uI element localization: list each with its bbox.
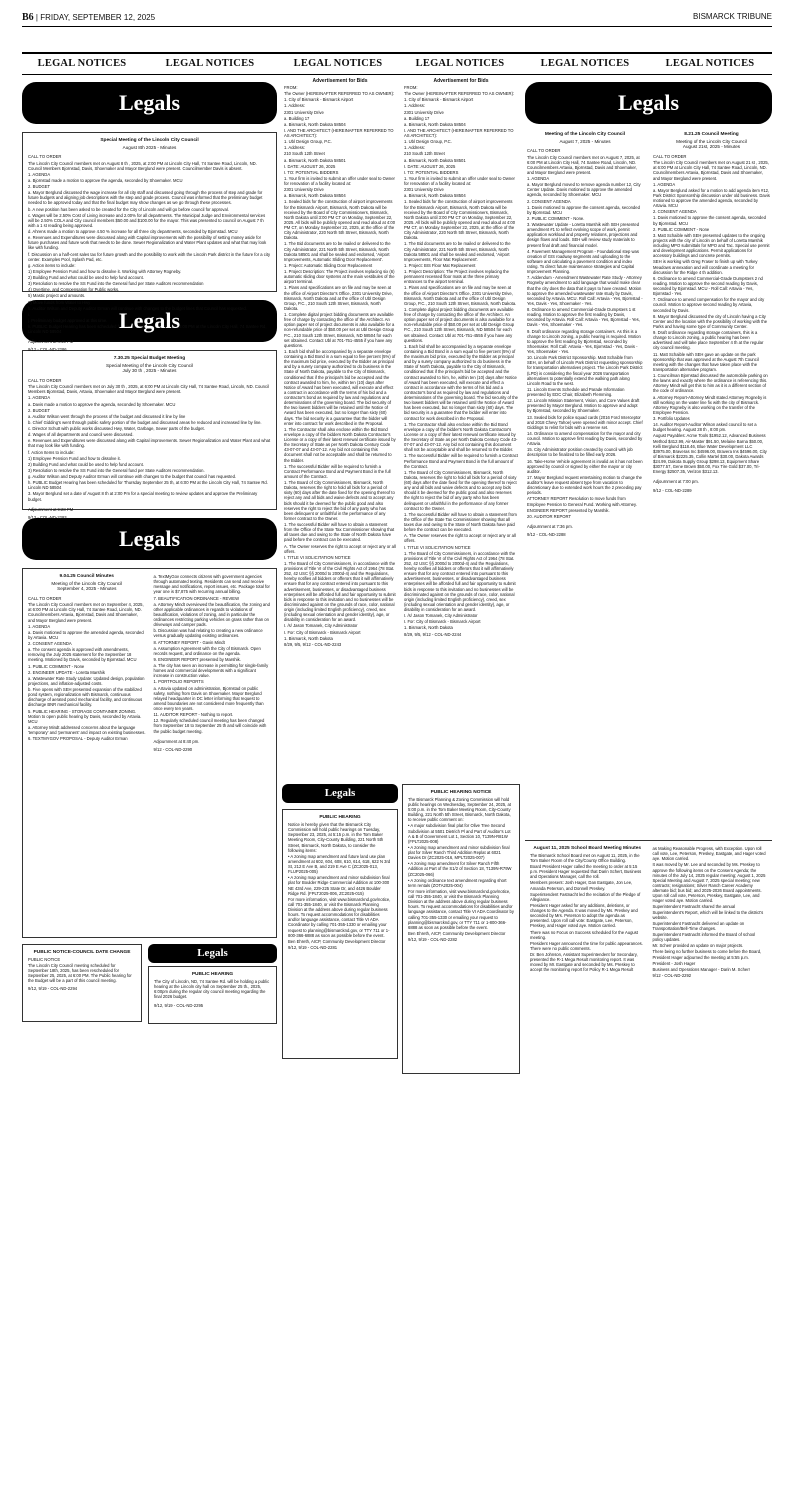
list-item: 2. PUBLIC COMMENT - None (653, 226, 710, 232)
list-item: a. Auditor Wilson went through the process of the budget and discussed it line by line (28, 413, 186, 419)
notice-public-hearing-lincoln (148, 966, 277, 1024)
list-item: 9/12, 9/19 - COL-ND-2281 (288, 944, 338, 950)
column-heading: LEGAL NOTICES (665, 58, 755, 69)
notice-council-minutes-aug7 (525, 132, 645, 832)
list-item: 1. Project Description: The Project involves replacing the permanent recessed floor mats at the three primary entrances to the airport terminal. (404, 269, 509, 285)
adjournment: Adjournment at 7:00 pm. (653, 479, 699, 485)
notice-items (530, 864, 645, 973)
list-item: 1. The Contractor shall also enclose within the Bid Bond envelope a copy of the bidder's North Dakota Contractor's License or a copy of their latest renewal certificate issued by the Secretary of State as per North Dakota Century Code 43-07-07 and 43-07-12. Any bid not containing this document shall not be acceptable and shall be returned to the Bidder. (404, 421, 518, 453)
list-item: d. Wages of all departments and council were discussed. (28, 432, 134, 438)
list-item: SEH is working with Greg Fraser to finish up with Turkey Meadows annexation and will coordinate a meeting for discussion for the Ridge 4 th addition. (653, 259, 758, 275)
list-item: 3. Matt Schaible with SEH presented updates to the ongoing projects with the city of Lincoln on behalf of Loretta Marshik including MPO submittals for MPO and Tac. Special use permit and development applications. Permit applications for accessory buildings and concrete permits. (653, 232, 770, 259)
list-item: 1. Sealed bids for the construction of airport improvements for the Bismarck Airport, Bismarck, North Dakota will be received by the Board of City Commissioners, Bismarck, North Dakota until 3:00 PM CT on Monday, September 22, 2025. All bids will be publicly opened and read aloud at 4:00 PM CT, on Monday September 22, 2025, at the office of the City Administrator, 220 North 5th Street, Bismarck, North Dakota. (404, 199, 516, 241)
list-item: a. Building 17 (404, 115, 430, 121)
list-item: Superintendent Fastnacht informed the Board of school policy updates. (652, 932, 756, 943)
list-item: Board President Hager called the meeting to order at 5:15 p.m. President Hager requested that Darin Schert, Business and Operations Manager, call the roll. (530, 864, 642, 880)
list-item: 12. Lincoln Mission Statement, Vision, and Core Values draft presented by Mayor Berglund. Motion to approve and adopt by Bjornstad, seconded by Shoemaker. (527, 398, 640, 414)
notice-subtitle: Meeting of the Lincoln City Council (51, 580, 123, 586)
notice-title: PUBLIC HEARING NOTICE (430, 790, 492, 795)
list-item: 210 South 12th Street (404, 151, 445, 157)
list-item: 14. Ordinance to amend compensation for the mayor and city council. Motion to approve first reading by Davis, seconded by Artavia. (527, 430, 643, 447)
list-item: 2301 University Drive (404, 109, 444, 115)
notice-body: The Lincoln City Council members met on August 7, 2025, at 6:00 PM at Lincoln City Hall, 74 Santee Road, Lincoln, ND. Councilmembers Artavia, Bjornstad, Davis and Shoemaker, and Mayor Berglund were present. (527, 154, 640, 175)
list-item: 8/29, 9/5, 9/12 - COL-ND-2244 (404, 631, 462, 637)
notice-council-minutes-sep4 (22, 568, 277, 938)
list-item: a. Attorney Mindt overviewed the beautification, the zoning and other applicable ordinances in regards to violations of beautification, violations of zoning, and in particular the ordinances restricting parking vehicles on grass rather than on driveways and camper pads. (153, 601, 270, 628)
list-item: 6) Move funds from Water to Hwy (28, 299, 91, 305)
notice-items (28, 172, 271, 268)
list-item: 1. Complete digital project bidding documents are available free of charge by contacting the office of the Architect. An option paper set of project documents is also available for a non-refundable price of $50.00 per set at Ubl Design Group P.C., 210 South 12th Street, Bismarck, ND 58504 for each set obtained. Contact Ubl at 701-751-4555 if you have any questions. (284, 312, 395, 348)
list-item: 1. Plans and specifications are on file and may be seen at the office of Airport Director's Office, 2301 University Drive, Bismarck, North Dakota and at the office of Ubl Design Group, P.C., 210 South 12th Street, Bismarck, North Dakota. (404, 285, 517, 306)
list-item: Business and Operations Manager - Darin M. Scherr (652, 966, 751, 972)
call-to-order: CALL TO ORDER (653, 154, 687, 160)
legals-banner: Legals (22, 82, 277, 124)
list-item: a. Attorney Mindt addressed concerns about the language 'temporary' and 'permanent' and impact on existing businesses. (28, 724, 146, 736)
list-item: a. The consent agenda is approved with amendments, removing the July 2025 statement for the September 18 meeting. Motioned by Davis, seconded by Bjornstad. MCU (28, 647, 137, 663)
notice-title: August 11, 2025 School Board Meeting Minutes (533, 846, 642, 851)
list-item: 1. Address: (404, 145, 425, 151)
page-header (22, 12, 772, 23)
list-item: FROM: (284, 85, 298, 91)
notice-school-board-minutes (525, 840, 772, 1140)
list-item: 1. Address: (284, 103, 305, 109)
list-item: a. Bjornstad made a motion to approve the agenda, seconded by Shoemaker. MCU (28, 177, 183, 183)
notice-code: 9/12 - COL-ND-2293 (28, 514, 67, 520)
list-item: 1. City of Bismarck - Bismarck Airport (404, 97, 474, 103)
public-hearing-lincoln-wrapper (148, 944, 277, 1024)
list-item: 8. Ordinance to amend Commercial-Grade Dumpsters 1 st reading. Motion to approve the first reading by Davis, seconded by Artavia. Roll Call: Artavia - Yes, Bjornstad - Yes, Davis - Yes, Shoemaker - Yes. (527, 307, 640, 328)
list-item: 1. Sealed bids for the construction of airport improvements for the Bismarck Airport, Bismarck, North Dakota will be received by the Board of City Commissioners, Bismarck, North Dakota until 3:00 PM CT on Monday, September 22, 2025. All bids will be publicly opened and read aloud at 4:00 PM CT, on Monday September 22, 2025, at the office of the City Administrator, 220 North 5th Street, Bismarck, North Dakota. (284, 199, 396, 241)
list-item: • A zoning map amendment and minor subdivision final plat for Boulder Ridge Commercial Addition at 100-300 NE 43rd Ave, 229-225 State Dr, and 4426 Boulder Ridge Rd. (FPLT2025-006, ZC2025-015) (288, 875, 390, 896)
list-item: 1. The Bid documents are to be mailed or delivered to the City Administrator, 221 North 5th Street, Bismarck, North Dakota 58501 and shall be sealed and endorsed, 'Airport Improvements, Automatic Sliding Door Replacement'. (284, 241, 391, 262)
list-item: I. DATE: AUGUST 26, 2025 (404, 163, 456, 169)
list-item: 8. ATTORNEY REPORT - Gavin Mindt (153, 639, 225, 645)
list-item: 1. Your firm is invited to submit an offer under seal to Owner for renovation of a facility located at: (284, 175, 395, 187)
notice-heading: PUBLIC NOTICE (28, 956, 61, 962)
list-item: f. Action Items to include: (28, 449, 75, 455)
notice-code: 9/12, 9/19 - COL-ND-2295 (154, 1002, 204, 1008)
list-item: 1. PUBLIC COMMENT - None (28, 663, 85, 669)
notice-body: The Lincoln City Council meeting scheduled for September 18th, 2025, has been rescheduled for September 25, 2025, at 6:00 PM. The Public hearing for the Budget will be a part of this council meeting. (28, 962, 132, 984)
list-item: b. Discussion was had relating to creating a new ordinance versus gradually updating existing ordinances. (153, 628, 263, 639)
notice-body: The Bismarck Planning & Zoning Commission will hold public hearings on Wednesday, September 24, 2025, at 5:00 p.m. in the Tom Baker Meeting Room, City-County Building, 221 North 5th Street, Bismarck, North Dakota, to receive public comment on: (408, 796, 511, 823)
notice-public-hearing-planning-zoning (402, 784, 520, 1074)
list-item: a. Bismarck, North Dakota 58504 (284, 121, 346, 127)
section-rule-bottom (22, 74, 772, 75)
page-number: B6 (22, 12, 34, 23)
notice-items (288, 854, 392, 950)
list-item: • A major subdivision final plat for Olive Tree Second Subdivision at 5501 Dietrich Pl and Part of Auditor's Lot A & B of Government Lot 1, Section 10, T139N-R81W (FPLT2025-008) (408, 823, 511, 844)
list-item: a. Mayor Berglund asked for a motion to add agenda item #12, Park District Sponsorship discussion under old business. Davis motioned to approve the amended agenda, seconded by Artavia. MCU (653, 187, 770, 209)
list-item: a. Mayor Berglund discussed the wage increase for all city staff and discussed going through the process of step and grade for future budgets and aligning job descriptions with the step and grade process. Council was informed that the preliminary budget needed to be approved today and that the final budget may show changes as we go through these processes. (28, 190, 263, 206)
call-to-order: CALL TO ORDER (28, 596, 62, 602)
notice-subtitle-2: August 21st, 2025 - Minutes (682, 144, 741, 150)
notice-special-budget-meeting (22, 350, 277, 520)
list-item: c. Director Schutt with public works discussed Hwy, Water, Garbage, Sewer parts of the budget. (28, 426, 205, 432)
list-item: 1. Davis motioned to approve the consent agenda, seconded by Bjornstad. MCU (527, 204, 640, 215)
list-item: FROM: (404, 85, 418, 91)
list-item: 12. Regularly scheduled council meeting has been changed from September 18 to September 25 th and will coincide with the public budget meeting. (153, 718, 267, 734)
list-item: a. Bismarck, North Dakota 58504 (404, 121, 466, 127)
notice-items (653, 182, 770, 475)
list-item: 1. The successful Bidder will have to obtain a statement from the Office of the State Tax Commissioner showing that all taxes due and owing to the State of North Dakota have paid before the contract can be executed. (284, 522, 395, 543)
list-item: as Making Reasonable Progress, with Exception. Upon roll call vote, Lee, Peterson, Preskey, Eastgate, and Hager voted aye. Motion carried. (652, 846, 766, 862)
adjournment: Adjournment at 4:45 PM (28, 339, 74, 345)
list-item: 4) Overtime, and Compensation for Public works. (28, 287, 120, 293)
list-item: a. Bismarck, North Dakota 58501 (284, 157, 346, 163)
advertisement-for-bids-sliding-door (282, 78, 398, 778)
notice-council-meeting-aug21 (651, 132, 772, 832)
list-item: a. Bismarck, North Dakota 58501 (404, 157, 466, 163)
list-item: 1. The Board of City Commissioners, in accordance with the provisions of Title VI of the Civil Rights Act of 1964 (78 Stat. 252, 42 USC §§ 2000d to 2000d-4) and the Regulations, hereby notifies all bidders or offerors that it will affirmatively ensure that for any contract entered into pursuant to this advertisement, businesses, or disadvantaged business enterprises will be afforded full and fair opportunity to submit bids in response to this invitation and no businesses will be discriminated against on the grounds of race, color, national origin (including limited English proficiency), creed, sex (including sexual orientation and gender identity), age, or disability in consideration for an award. (404, 550, 516, 613)
list-item: b. A new position has been asked to be created for the City of Lincoln and will go before council for approval. (28, 206, 229, 212)
list-item: President Hager announced the time for public appearances. There were no public comments. (530, 940, 643, 951)
list-item: e. Revenues and Expenditures were discussed along with Capital improvements with the possibility of setting money aside for future purchases and future work that needs to be done. Sewer Regionalization and Water Plant updates and what that may look like with funding. (28, 235, 267, 251)
list-item: a. Mayor Berglund moved to remove agenda number 12, City Center Update. Davis motioned to approve the amended agenda, seconded by Shoemaker. MCU (527, 182, 641, 198)
list-item: a. The city has seen an increase in permitting for single-family homes and commercial developments with a significant increase in construction value. (153, 663, 269, 679)
list-item: 1. PORTFOLIO REPORTS (153, 679, 204, 685)
list-item: 20. AUDITOR REPORT (527, 513, 572, 519)
list-item: 16. Take-Home Vehicle agreement is invalid as it has not been approved by council or signed by either the mayor or city auditor. (527, 458, 643, 474)
list-item: h. Auditor Wilson and Deputy Auditor Erman will continue with changes to the budget lines that Council has requested. (28, 305, 247, 311)
legals-banner: Legals (22, 518, 277, 560)
notice-body: The Lincoln City Council members met on July 30 th , 2025, at 6:00 PM at Lincoln City Hall, 74 Santee Road, Lincoln, ND. Council Members Bjornstad, Davis, Artavia, Shoemaker and Mayor Berglund were present. (28, 384, 269, 395)
list-item: A. The Owner reserves the right to accept or reject any or all offers. (284, 543, 396, 554)
list-item: 1. Each bid shall be accompanied by a separate envelope containing a Bid Bond in a sum equal to five percent (5%) of the maximum bid price, executed by the Bidder as principal and by a surety company authorized to do business in the State of North Dakota, payable to the City of Bismarck, conditioned that if the principal's bid be accepted and the contract awarded to him, he, within ten (10) days after Notice of Award has been executed, will execute and effect a contract in accordance with the terms of his bid and a contractor's bond as required by law and regulations and determinations of the governing board. The bid security of the two lowest bidders will be retained until the Notice of Award has been executed, but no longer than sixty (60) days. The bid security is a guarantee that the bidder will enter into contract for work described in the Proposal. (404, 343, 518, 421)
list-item: 2. CONSENT AGENDA (527, 198, 571, 204)
section-rule-top (22, 52, 772, 54)
column-heading: LEGAL NOTICES (540, 58, 630, 69)
list-item: 2301 University Drive (404, 187, 444, 193)
adjournment: Adjournment at 9:28 PM (28, 506, 74, 512)
notice-public-hearing-bismarck (282, 809, 398, 1059)
notice-subtitle: Special Meeting of the Lincoln City Council (105, 362, 194, 368)
notice-code: 9/12 - COL-ND-2288 (527, 532, 566, 538)
list-item: For more information, visit www.bismarcknd.gov/notice, call 701-355-1840, or visit the Bismarck Planning Division at the address above during regular business hours. To request accommodations for disabilities and/or language assistance, contact Title VI ADA Coordinator by calling 701-355-1330 or emailing your request to planning@bismarcknd.gov, or TTY 711 or 1-800-366-6888 as soon as possible before the event. (408, 888, 514, 930)
list-item: 2. BUDGET (28, 184, 51, 190)
list-item: 17. Mayor Berglund request entertaining motion to change the auditor's leave request absent type from vacation to discretionary due to extended work hours the 2 preceding pay periods. (527, 474, 642, 496)
list-item: There was no Focus on Success scheduled for the August meeting. (530, 929, 639, 940)
list-item: I. TITLE VI SOLICITATION NOTICE (404, 544, 471, 550)
page-date: | FRIDAY, SEPTEMBER 12, 2025 (35, 13, 156, 22)
list-item: Superintendent Fastnacht led the recitation of the Pledge of Allegiance. (530, 891, 641, 902)
list-item: 2. ENGINEER UPDATE - Loretta Marshik (28, 669, 105, 675)
list-item: 15. City Administrator position created by council with job description to be finalized to be filled early 2026. (527, 447, 633, 458)
list-item: Members present: Josh Hager, Dan Eastgate, Jon Lee, Amanda Peterson, and Donnell Preskey. (530, 880, 633, 891)
list-item: I. /s/ Jason Tomanek, City Administrator (284, 623, 358, 629)
list-item: 2. PUBLIC COMMENT - None. (527, 215, 585, 221)
list-item: • A zoning map amendment and minor subdivision final plat for Silver Ranch Third Addition Replat at 6021 Davies Dr (ZC2025-016, MPLT2025-007) (408, 844, 510, 861)
list-item: 1. Address: (284, 145, 305, 151)
list-item: 210 South 12th Street (284, 151, 325, 157)
list-item: 1. Each bid shall be accompanied by a separate envelope containing a Bid Bond in a sum equal to five percent (5%) of the maximum bid price, executed by the Bidder as principal and by a surety company authorized to do business in the State of North Dakota, payable to the City of Bismarck, conditioned that if the principal's bid be accepted and the contract awarded to him, he, within ten (10) days after Notice of Award has been executed, will execute and effect a contract in accordance with the terms of his bid and a contractor's bond as required by law and regulations and determinations of the governing board. The bid security of the two lowest bidders will be retained until the Notice of Award has been executed, but no longer than sixty (60) days. The bid security is a guarantee that the bidder will enter into contract for work described in the Proposal. (284, 348, 396, 426)
list-item: 2301 University Drive (284, 109, 324, 115)
list-item: 1. The Board of City Commissioners, Bismarck, North Dakota, reserves the right to hold all bids for a period of sixty (60) days after the date fixed for the opening thereof to reject any and all bids and waive defects and to accept any bids should it be deemed for the public good and also reserves the right to reject the bid of any party who has been delinquent or unfaithful in the performance of any former contract to the Owner. (404, 469, 517, 511)
paper-name: BISMARCK TRIBUNE (693, 12, 772, 21)
list-item: The Owner (HEREINAFTER REFERRED TO AS OWNER): (404, 91, 515, 97)
list-item: Dr. Ben Johnson, Assistant Superintendent for Secondary, presented the R-1 Mega Result monitoring report. It was moved by Mr. Eastgate and seconded by Ms. Preskey to accept the monitoring report for Policy R-1 Mega Result (530, 952, 638, 973)
list-item: 13. Sealed bids for police squad cards (2016 Ford Interceptor and 2018 Chevy Tahoe) were opened with minor accept. Chief Giddings to relist for bids with a reserve set. (527, 414, 643, 430)
list-item: 14. Auditor Report-Auditor Wilson asked council to set a budget hearing. August 28 th , 8:00 pm. (653, 422, 757, 433)
list-item: f. Discussion on a half-cent sales tax for future growth and the possibility to work with the Lincoln Park district in the future for a city center. Examples Pool, Splash Pad, etc. (28, 251, 271, 262)
list-item: a. Davis motioned to approve the amended agenda, seconded by Artavia. MCU (28, 629, 144, 640)
list-item: I. TITLE VI SOLICITATION NOTICE (284, 554, 351, 560)
list-item: I. For: City of Bismarck - Bismarck Airport (404, 619, 481, 625)
notice-title: PUBLIC NOTICE-COUNCIL DATE CHANGE (33, 950, 131, 955)
list-item: ENGINEER REPORT presented by Marshik. (527, 507, 610, 513)
list-item: 8. Mayor Berglund discussed the city of Lincoln having a City Center and the location with the possibility of working with the Parks and having some type of Community Center. (653, 313, 768, 329)
list-item: 1. Bismarck, North Dakota (404, 625, 453, 631)
notice-title: 9.04.25 Council Minutes (59, 574, 114, 579)
call-to-order: CALL TO ORDER (527, 148, 561, 154)
column-heading: LEGAL NOTICES (293, 58, 383, 69)
list-item: 1. Bismarck, North Dakota (284, 635, 333, 641)
list-item: 1. Councilman Bjornstad discussed the automobile parking on the lawns and exactly where the ordinance is referencing this. Attorney Mindt will get this to him as it is a different section of the code of ordinance. (653, 373, 768, 394)
list-item: 7. BEAUTIFICATION ORDINANCE - REVIEW (153, 595, 240, 601)
legals-banner-small: Legals (148, 944, 277, 963)
notice-body: The Lincoln City Council members met on August 21 st , 2025, at 6:00 PM at Lincoln City Hall, 74 Santee Road, Lincoln, ND. Councilmembers Artavia, Bjornstad, Davis and Shoemaker, and Mayor Berglund were present. (653, 160, 769, 181)
notice-title: 8.21.25 Council Meeting (684, 132, 739, 137)
list-item: 1. Ubl Design Group, P.C. (404, 139, 452, 145)
list-item: 1. Project: Automatic Sliding Door Replacement (284, 262, 373, 268)
notice-items (28, 395, 271, 501)
list-item: a. Attorney Report-Attorney Mindt stated Attorney Rogneby is still working on the water line fix with the city of Bismarck. Attorney Rogneby is also working on the transfer of the Employee Pension. (653, 394, 767, 415)
advertisement-for-bids-floor-mat (402, 78, 520, 778)
notice-body: The City of Lincoln, ND, 74 Santee Rd. will be holding a public hearing at the Lincoln city hall on September 25 th., 2025, 6:00pm during the regular city council meeting regarding the final 2026 budget. (154, 979, 270, 1000)
right-notice-row (525, 132, 772, 832)
list-item: President - Josh Hager (652, 960, 696, 966)
list-item: A. The Owner reserves the right to accept or reject any or all offers. (404, 533, 516, 544)
notice-subtitle: August 8th 2025 - Minutes (122, 144, 177, 150)
list-item: ATTORNEY REPORT Resolution to move funds from Employee Pension to General Fund. Working with Attorney. (527, 496, 637, 507)
list-item: 2. CONSENT AGENDA (28, 641, 72, 647)
list-item: a. TextMyGov connects citizens with government agencies through automated texting. Residents can send and receive message and notifications, report issues, etc. Package total for year one is $7,875 with recurring annual billing. (153, 574, 270, 595)
legals-banner: Legals (22, 300, 277, 342)
list-item: It was moved by Mr. Lee and seconded by Ms. Preskey to approve the following items on the Consent Agenda; the minutes of the July 14, 2025 regular meeting; August 1, 2025 Special Meeting and August 7, 2025 special meeting; new contracts; resignations; Silver Ranch Career Academy alternate bid; bus bid; and 2025-2026 Board appointments. Upon roll call vote, Peterson, Preskey, Eastgate, Lee, and Hager voted aye. Motion carried. (652, 862, 766, 904)
notice-title: PUBLIC HEARING (319, 815, 361, 821)
notice-council-date-change (22, 944, 142, 1022)
notice-title: Special Meeting of the Lincoln City Council (100, 138, 199, 143)
list-item: I. DATE: AUGUST 26, 2025 (284, 163, 336, 169)
column-heading: LEGAL NOTICES (165, 58, 255, 69)
list-item: • A zoning ordinance text amendment regarding short term rentals (ZOTA2025-004) (408, 877, 507, 888)
notice-subtitle: Meeting of the Lincoln City Council (676, 138, 747, 144)
left-column-block (22, 78, 277, 1503)
list-item: 7. Addendum - Amendment Wastewater Rate Study - Attorney Rogneby amendment to add language that would make clear that the city does the data that it pays to have created. Motion to approve the amended wastewater rate study by Davis, seconded by Artavia. MCU. Roll Call: Artavia - Yes, Bjornstad - Yes, Davis - Yes, Shoemaker - Yes. (527, 275, 643, 306)
list-item: 1. The Board of City Commissioners, Bismarck, North Dakota, reserves the right to hold all bids for a period of sixty (60) days after the date fixed for the opening thereof to reject any and all bids and waive defects and to accept any bids should it be deemed for the public good and also reserves the right to reject the bid of any party who has been delinquent or unfaithful in the performance of any former contract to the Owner. (284, 480, 395, 521)
list-item: e. Revenues and Expenditures were discussed along with Capital improvements. Sewer Regionalization and Water Plant and what that may look like with funding. (28, 438, 271, 449)
column-heading: LEGAL NOTICES (415, 58, 505, 69)
list-item: 1. Project: BIS Floor Mat Replacement (404, 262, 476, 268)
list-item: 6. TEXTMYGOV PROPOSAL - Deputy Auditor Erman (28, 736, 128, 742)
list-item: I. AND THE ARCHITECT (HEREINAFTER REFERRED TO AS ARCHITECT): (404, 127, 514, 139)
notice-body: Notice is hereby given that the Bismarck City Commission will hold public hearings on Tuesday, September 23, 2025, at 5:15 p.m. in the Tom Baker Meeting Room, City-County Building, 221 North 5th Street, Bismarck, North Dakota, to consider the following items: (288, 822, 384, 853)
list-item: There being no further business to come before the Board, President Hager adjourned the meeting at 5:55 p.m. (652, 949, 762, 960)
call-to-order: CALL TO ORDER (28, 378, 62, 384)
list-item: 1. The successful Bidder will have to obtain a statement from the Office of the State Tax Commissioner showing that all taxes due and owing to the State of North Dakota have paid before the contract can be executed. (404, 511, 517, 533)
ad-lines (404, 85, 518, 637)
list-item: 1. AGENDA (28, 171, 51, 177)
notice-code: 9/12 - COL-ND-2289 (653, 487, 692, 493)
list-item: 2. BUDGET (28, 407, 51, 413)
list-item: • A zoning map amendment and future land use plan amendment at 602, 604, 608, 610, 614, 618, 622 N 3rd St, 212 E Ave B, and 219 E Ave C (ZC2025-013, FLUP2025-005) (288, 853, 391, 875)
list-item: h. PUBLIC Budget Hearing has been scheduled for Thursday September 25 th, at 6:00 PM at the Lincoln City Hall, 74 Santee Rd. Lincoln ND 58504 (28, 480, 268, 491)
list-item: a. Bismarck, North Dakota 58504 (404, 193, 466, 199)
list-item: 11. AUDITOR REPORT - Nothing to report. (153, 712, 234, 718)
list-item: 3. Portfolio Updates (653, 416, 690, 422)
list-item: 9/12, 9/19 - COL-ND-2282 (408, 937, 458, 943)
list-item: 10. Lincoln Park District Sponsorship. Matt Schaible from SEH, on behalf of Lincoln Park District requesting sponsorship for transportation alternatives project. The Lincoln Park District (LPD) is considering the fiscal year 2026 transportation alternatives to potentially extend the walking path along Lincoln Road to the west. (527, 355, 643, 386)
notice-subtitle-2: September 4, 2025 - Minutes (57, 586, 117, 592)
list-item: I. TO: POTENTIAL BIDDERS (404, 169, 459, 175)
bottom-row (22, 944, 277, 1024)
list-item: I. TO: POTENTIAL BIDDERS (284, 169, 339, 175)
list-item: Ben Ehreth, AICP, Community Development Director (408, 930, 506, 936)
list-item: i. (28, 311, 31, 317)
list-item: • A zoning map amendment for Silver Ranch Fifth Addition at Part of the S1/2 of Section 18, T139N-R79W (ZC2025-066) (408, 861, 512, 877)
notice-items (527, 176, 643, 519)
list-item: 6. Ordinance to amend Commercial-Grade Dumpsters 2 nd reading. Motion to approve the second reading by Davis, seconded by Bjornstad. MCU - Roll Call: Artavia - Yes, Bjornstad - Yes. (653, 275, 763, 297)
list-item: 1. The Board of City Commissioners, in accordance with the provisions of Title VI of the Civil Rights Act of 1964 (78 Stat. 252, 42 USC §§ 2000d to 2000d-4) and the Regulations, hereby notifies all bidders or offerors that it will affirmatively ensure that for any contract entered into pursuant to this advertisement, businesses, or disadvantaged business enterprises will be afforded full and fair opportunity to submit bids in response to this invitation and no businesses will be discriminated against on the grounds of race, color, national origin (including limited English proficiency), creed, sex (including sexual orientation and gender identity), age, or disability in consideration for an award. (284, 560, 396, 623)
list-item: 8/29, 9/5, 9/12 - COL-ND-2243 (284, 641, 342, 647)
list-item: a. Building 17 (284, 115, 310, 121)
list-item: President Hager asked for any additions, deletions, or changes to the Agenda. It was moved by Ms. Preskey and seconded by Mrs. Peterson to adopt the agenda as presented. Upon roll call vote: Eastgate, Lee, Peterson, Preskey, and Hager voted aye. Motion carried. (530, 902, 638, 929)
list-item: 1. AGENDA (653, 181, 676, 187)
list-item: 1. Complete digital project bidding documents are available free of charge by contacting the office of the Architect. An option paper set of project documents is also available for a non-refundable price of $50.00 per set at Ubl Design Group P.C., 210 South 12th Street, Bismarck, ND 58504 for each set obtained. Contact Ubl at 701-751-4555 if you have any questions. (404, 306, 515, 343)
list-item: 1. The Bid documents are to be mailed or delivered to the City Administrator, 221 North 5th Street, Bismarck, North Dakota 58501 and shall be sealed and endorsed, 'Airport Improvements, Floor Mat Replacement'. (404, 241, 511, 262)
list-item: g. Action items to include: (28, 262, 76, 268)
list-item: 1. Ubl Design Group, P.C. (284, 139, 332, 145)
list-item: 1) Employee Pension Fund and how to dissolve it. Working with Attorney Rogneby. (28, 268, 182, 274)
list-item: 1. AGENDA (28, 395, 51, 401)
list-item: 5. PUBLIC HEARING - STORAGE CONTAINER ZONING. Motion to open public hearing by Davis, seconded by Artavia. MCU (28, 708, 142, 724)
list-item: I. AND THE ARCHITECT (HEREINAFTER REFERRED TO AS ARCHITECT): (284, 127, 394, 139)
notice-subtitle: August 7, 2025 - Minutes (559, 138, 611, 144)
list-item: 2) Building Fund and what could be used to help fund account. (28, 461, 144, 467)
list-item: a. Wastewater Rate Study Update: Updated design, population projections, and inflation-adjusted costs. (28, 675, 145, 686)
list-item: 1. Plans and specifications are on file and may be seen at the office of Airport Director's Office, 2301 University Drive, Bismarck, North Dakota and at the office of Ubl Design Group, P.C., 210 South 12th Street, Bismarck, North Dakota. (284, 285, 393, 311)
list-item: 1. Project Description: The Project involves replacing six (6) automatic sliding door systems at the main vestibules of the airport terminal. (284, 269, 395, 285)
list-item: b. Chief Gidding's went through public safety portion of the budget and discussed areas he reduced and increased line by line. (28, 419, 262, 425)
list-item: Mr. Scherr provided an update on major projects. (652, 943, 744, 949)
list-item: Ben Ehreth, AICP, Community Development Director (288, 938, 386, 944)
list-item: 9/12 - COL-ND-2292 (652, 972, 692, 978)
notice-body: The Bismarck School Board met on August 11, 2025, in the Tom Baker Room of the City/County Office Building. (530, 852, 640, 863)
list-item: 7. Ordinance to amend compensation for the mayor and city council. Motion to approve second reading by Artavia, seconded by Davis. (653, 297, 765, 313)
list-item: c. Wages will be 2.50% Cost of Living increase and 2.00% for all departments. The Municipal Judge and Environmental services will be 2.50% COLA and City council members $50.00 and $100.00 for the mayor. This was presented to council on August 7 th with a 1 st reading being approved. (28, 212, 266, 228)
notice-code: 9/12, 9/19 - COL-ND-2294 (28, 986, 78, 992)
list-item: August Payables: Acme Tools $1952.12, Advanced Business Method $412.99, Air-Master $91.50, Melaine Barna $50.00, Kelli Berglund $118.46, Blue Water Development LLC $3975.00, Braveras Inc $4596.00, Bravera Ins $4596.00, City of Bismarck $2225.35, Collin Martel $30.00, Dakota Awards $24.99, Dakota Supply Group $298.13, Equipment Share $3077.57, Gene Brown $50.00, Fox Tire Gold $37.00, Tri-Energy $2507.35, Verizon $312.13. (653, 433, 767, 475)
list-item: 5) Mastic project and amounts. (28, 293, 86, 299)
notice-title: Meeting of the Lincoln City Council (544, 132, 626, 137)
list-item: 3. Mayor Berglund set a date of August 8 th at 2:00 Pm for a special meeting to review updates and approve the Preliminary budget. (28, 491, 258, 502)
column-heading: LEGAL NOTICES (37, 58, 127, 69)
list-item: 4. Pavement Management Program - Foundational step was creation of GIS roadway segments and uploading to the software and calculating a pavement condition and index rating. To direct future maintenance strategies and Capital Improvement Planning. (527, 248, 639, 275)
ad-lines (284, 85, 396, 647)
notice-title: PUBLIC HEARING (191, 972, 234, 978)
list-item: 1) Employee Pension Fund and how to dissolve it. (28, 455, 121, 461)
list-item: 9. Draft ordinance regarding storage containers. As this is a change to Lincoln zoning, a public hearing is required. Motion to approve the first reading by Bjornstad, seconded by Shoemaker. Roll Call: Artavia - Yes, Bjornstad - Yes, Davis - Yes, Shoemaker - Yes. (527, 328, 641, 355)
list-item: 11. Lincoln Events Schedule and Parade Information presented by EDC Chair, Elizabeth Flemming. (527, 386, 625, 398)
list-item: The Owner (HEREINAFTER REFERRED TO AS OWNER): (284, 91, 395, 97)
legals-banner: Legals (525, 82, 772, 124)
call-to-order: CALL TO ORDER (28, 154, 62, 160)
list-item: 1. City of Bismarck - Bismarck Airport (284, 97, 354, 103)
right-column-block (525, 78, 772, 1503)
column-3 (282, 78, 398, 1503)
list-item: 1. Davis motioned to approve the consent agenda, seconded by Bjornstad. MCU (653, 215, 766, 226)
adjournment: Adjournment at 8:40 pm. (153, 738, 200, 744)
notice-code: 9/12 - COL-ND-2290 (153, 746, 193, 752)
notice-subtitle-2: July 30 th , 2025 - Minutes (122, 368, 177, 374)
list-item: g. Auditor Wilson and Deputy Auditor Erman will continue with changes to the budget that council has requested. (28, 474, 237, 480)
adjournment: Adjournment at 7:36 pm. (527, 523, 573, 529)
list-item: b. Five opens with SEH presented expansion of the stabilized pond system, regionalization with Bismarck, continuous discharge of aerated pond mechanical facility, and continuous discharge BNR mechanical facility. (28, 687, 143, 708)
list-item: 3. Wastewater Update - Loretta Marshik with SEH presented amendment #1 to reflect evolving scope of work, permit application workload and property relations, projections and design flows and loads. SEH will review study materials to present final draft and financial model. (527, 222, 640, 248)
notice-code: 9/12 - COL-ND-2286 (28, 347, 67, 353)
notice-body: The Lincoln City Council members met on September 4, 2025, at 6:00 PM at Lincoln City Hall, 74 Santee Road, Lincoln, ND. Councilmembers Artavia, Bjornstad, Davis and Shoemaker, and Mayor Berglund were present. (28, 602, 144, 623)
list-item: a. Artavia updated on administration, Bjornstad on public safety, nothing from Davis on Shoemaker. Mayor Berglund relayed headquarter in DC letter informing that request to amend boundaries are not considered more frequently than once every ten years. (153, 685, 264, 711)
list-item: d. Ahrens made a motion to approve 4.50 % increase for all three city departments, seconded by Bjornstad. MCU (28, 229, 238, 235)
list-item: a. Assumption Agreement with the City of Bismarck. Open records request, and ordinance on the agenda. (153, 645, 261, 656)
list-item: 1. The Contractor shall also enclose within the Bid Bond envelope a copy of the bidders North Dakota Contractor's License or a copy of their latest renewal certificate issued by the Secretary of State as per North Dakota Century Code 43-07-07 and 43-07-12. Any bid not containing this document shall not be acceptable and shall be returned to the Bidder. (284, 426, 396, 463)
list-item: 9. Draft ordinance regarding storage containers, this is a change to Lincoln zoning, a public hearing has been advertised and will take place September 4 th at the regular city council meeting. (653, 330, 764, 351)
ad-title: Advertisement for Bids (433, 78, 489, 84)
list-item: I. /s/ Jason Tomanek, City Administrator (404, 613, 478, 619)
list-item: For more information, visit www.bismarcknd.gov/notice, call 701-355-1840, or visit the Bismarck Planning Division at the address above during regular business hours. To request accommodations for disabilities and/or language assistance, contact Title VI ADA Coordinator by calling 701-355-1330 or emailing your request to planning@bismarcknd.gov, or TTY 711 or 1-800-366-6888 as soon as possible before the event. (288, 896, 391, 938)
list-item: a. Bismarck, North Dakota 58504 (284, 193, 346, 199)
ad-title: Advertisement for Bids (312, 78, 368, 84)
list-item: Superintendent Fastnacht delivered an update on Transportation/Bell-Time changes. (652, 920, 745, 931)
list-item: k. PUBLIC Budget Hearing has been scheduled for Thursday September 25th, at 6:00 PM at the Lincoln City Hall, 74 Santee Rd, Lincoln ND 58504 (28, 324, 267, 335)
list-item: 1. Your firm is invited to submit an offer under seal to Owner for renovation of a facility located at: (404, 175, 515, 187)
list-item: Superintendent Fastnacht shared the annual Superintendent's Report, which will be linked to the district's website. (652, 904, 764, 920)
notice-items (408, 823, 514, 942)
list-item: 1. AGENDA (28, 623, 51, 629)
list-item: 1. The successful Bidder will be required to furnish a Contract Performance Bond and Payment Bond in the full amount of the Contract. (404, 453, 518, 469)
list-item: 3) Resolution to resolve the SS Fund into the General fund per State Auditors recommendation. (28, 467, 205, 473)
list-item: 2. CONSENT AGENDA (653, 209, 697, 215)
notice-items-continued (653, 846, 768, 978)
list-item: a. Davis made a motion to approve the agenda, seconded by Shoemaker. MCU (28, 401, 176, 407)
list-item: 2301 University Drive (284, 187, 324, 193)
list-item: 3) Resolution to resolve the SS Fund into the General fund per State Auditors recommendation (28, 281, 204, 287)
list-item: 1. Address: (404, 103, 425, 109)
list-item: 1. The successful Bidder will be required to furnish a Contract Performance Bond and Payment Bond in the full amount of the Contract. (284, 463, 391, 479)
notice-body: The Lincoln City Council members met on August 8 th , 2025, at 2:00 PM at Lincoln City Hall, 74 Santee Road, Lincoln, ND. Council Members Bjornstad, Davis, Shoemaker and Mayor Berglund were present. Councilmember Davis is absent. (28, 160, 257, 171)
list-item: 1. AGENDA (527, 176, 550, 182)
list-item: 9. ENGINEER REPORT presented by Marshik. (153, 656, 241, 662)
column-4 (402, 78, 520, 1503)
list-item: j. Preliminary budget approved at this time. (28, 317, 108, 323)
legals-banner-small: Legals (282, 784, 398, 803)
list-item: 2) Building Fund and what could be used to help fund account. (28, 275, 144, 281)
list-item: 11. Matt Schaible with SEH gave an update on the park sponsorship that was approved at the August 7th Council meeting with the changes that have taken place with the transportation alternative program. (653, 351, 759, 372)
notice-title: 7.30.25 Special Budget Meeting (113, 356, 186, 361)
header-rule (22, 26, 772, 27)
list-item: I. For: City of Bismarck - Bismarck Airport (284, 629, 361, 635)
